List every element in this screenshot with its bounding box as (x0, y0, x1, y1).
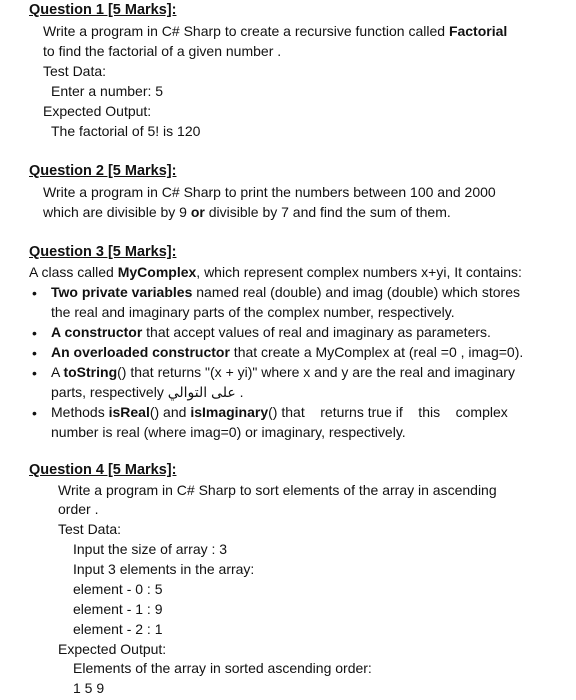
q2-instruction-line-2: which are divisible by 9 or divisible by 7 and find the sum of them. (43, 204, 451, 220)
q3-bullet-1-line-2: the real and imaginary parts of the complex number, respectively. (51, 304, 455, 320)
q1-expected-label: Expected Output: (43, 103, 152, 119)
q4-expected-line: Elements of the array in sorted ascending order: (73, 660, 372, 676)
bullet-marker: • (32, 285, 37, 301)
q1-test-data-label: Test Data: (43, 63, 107, 79)
q3-intro: A class called MyComplex, which represent complex numbers x+yi, It contains: (29, 264, 522, 280)
question-4-heading: Question 4 [5 Marks]: (29, 462, 177, 478)
q4-expected-line: 1 5 9 (73, 680, 105, 696)
q4-test-line: Input the size of array : 3 (73, 541, 228, 557)
bullet-marker: • (32, 345, 37, 361)
q3-bullet-5-line-1: Methods isReal() and isImaginary() that returns true if this complex (51, 404, 508, 420)
bullet-marker: • (32, 325, 37, 341)
q1-expected-value: The factorial of 5! is 120 (51, 123, 201, 139)
q2-instruction-line-1: Write a program in C# Sharp to print the numbers between 100 and 2000 (43, 184, 496, 200)
q3-bullet-2: A constructor that accept values of real and imaginary as parameters. (51, 324, 491, 340)
q4-instruction-line-1: Write a program in C# Sharp to sort elements of the array in ascending (58, 482, 497, 498)
q4-test-line: element - 2 : 1 (73, 621, 163, 637)
q3-bullet-4-line-2: parts, respectively على التوالي . (51, 384, 244, 400)
q4-test-line: Input 3 elements in the array: (73, 561, 255, 577)
q4-test-line: element - 0 : 5 (73, 581, 163, 597)
question-2-heading: Question 2 [5 Marks]: (29, 163, 177, 179)
q4-test-line: element - 1 : 9 (73, 601, 163, 617)
q4-expected-label: Expected Output: (58, 641, 167, 657)
question-3-heading: Question 3 [5 Marks]: (29, 244, 177, 260)
q1-instruction-line-2: to find the factorial of a given number . (43, 43, 282, 59)
q4-test-data-label: Test Data: (58, 521, 122, 537)
q1-instruction-line-1: Write a program in C# Sharp to create a recursive function called Factorial (43, 23, 508, 39)
q3-bullet-1-line-1: Two private variables named real (double) and imag (double) which stores (51, 284, 520, 300)
bullet-marker: • (32, 405, 37, 421)
q3-bullet-3: An overloaded constructor that create a MyComplex at (real =0 , imag=0). (51, 344, 524, 360)
q1-test-data-value: Enter a number: 5 (51, 83, 164, 99)
q4-instruction-line-2: order . (58, 501, 99, 517)
arabic-note: على التوالي (167, 384, 236, 400)
question-1-heading: Question 1 [5 Marks]: (29, 2, 177, 18)
q3-bullet-4-line-1: A toString() that returns "(x + yi)" where x and y are the real and imaginary (51, 364, 515, 380)
q3-bullet-5-line-2: number is real (where imag=0) or imaginary, respectively. (51, 424, 406, 440)
bullet-marker: • (32, 365, 37, 381)
